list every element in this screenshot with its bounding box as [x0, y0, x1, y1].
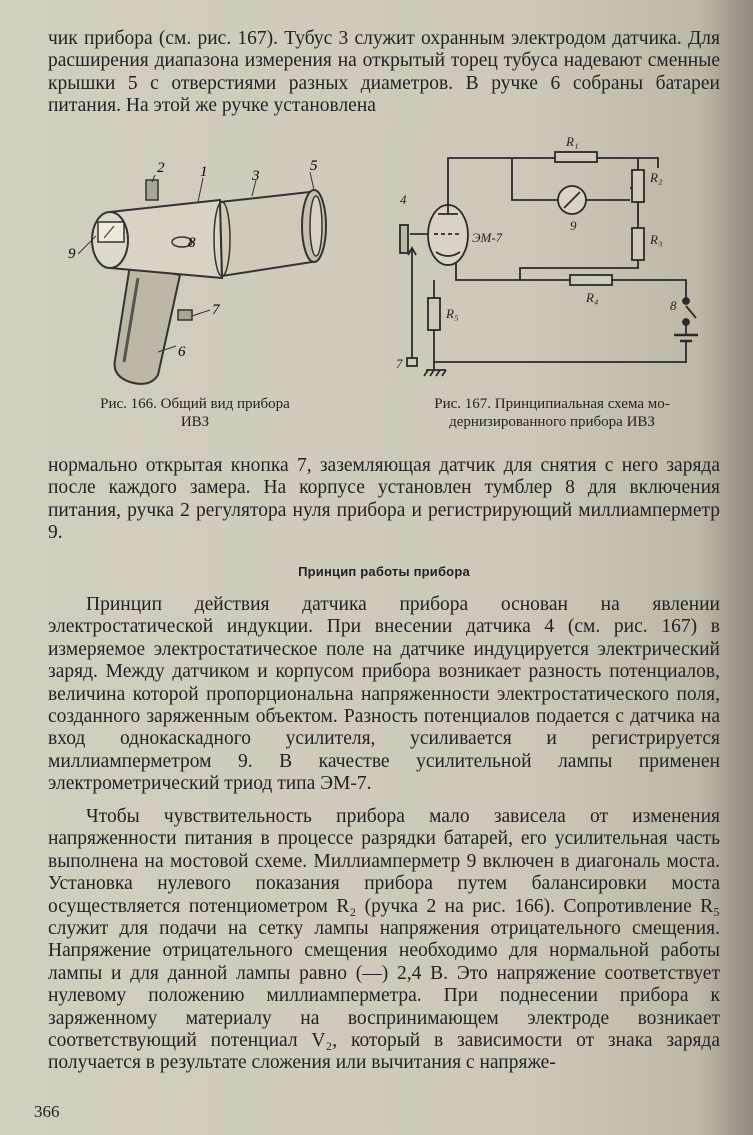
- label-1: 1: [200, 164, 208, 180]
- figure-167-caption-line2: дернизированного прибора ИВЗ: [449, 414, 655, 430]
- label-6: 6: [178, 344, 186, 360]
- label-r1: R₁: [566, 134, 579, 149]
- figure-166-caption-line2: ИВЗ: [180, 414, 210, 430]
- section-heading: Принцип работы прибора: [298, 564, 470, 579]
- paragraph-sensitivity: Чтобы чувствительность прибора мало зависела от изменения напряженности питания в процессе разрядки батарей, его усилительная часть выполнена на мостовой схеме. Миллиамперметр 9 включен в диагональ моста. Установка нулевого показания прибора путем балансировки моста осуществляется потенциометром R₂ (ручка 2 на рис. 166). Сопротивление R₅ служит для подачи на сетку лампы напряжения отрицательного смещения. Напряжение отрицательного смещения необходимо для нормальной работы лампы и для данной лампы равно (—) 2,4 В. Это напряжение соответствует нулевому положению миллиамперметра. При поднесении прибора к заряженному материалу на воспринимающем электроде возникает соответствующий потенциал V₂, который в зависимости от знака заряда получается в результате сложения или вычитания с напряже-: [48, 806, 720, 1074]
- page-number: 366: [34, 1102, 60, 1121]
- resistor-r1: [555, 152, 597, 162]
- label-r4: R₄: [586, 290, 599, 305]
- button-7: [178, 310, 192, 320]
- label-r2: R₂: [650, 170, 663, 185]
- handle-6: [115, 265, 180, 384]
- paragraph-after-figures: нормально открытая кнопка 7, заземляющая датчик для снятия с него заряда после каждого замера. На корпусе установлен тумблер 8 для включения питания, ручка 2 регулятора нуля прибора и регистрирующий миллиамперметр 9.: [48, 455, 720, 544]
- sensor-4: [400, 225, 408, 253]
- tube-3: [220, 192, 312, 276]
- label-9: 9: [570, 218, 577, 233]
- figure-166-caption: [50, 395, 340, 431]
- top-paragraph: чик прибора (см. рис. 167). Тубус 3 служит охранным электродом датчика. Для расширения диапазона измерения на открытый торец тубуса надевают сменные крышки 5 с отверстиями разных диаметров. В ручке 6 собраны батареи питания. На этой же ручке установлена: [48, 28, 720, 117]
- figure-167-circuit-schematic: [390, 130, 720, 385]
- label-7: 7: [212, 302, 220, 318]
- label-5: 5: [310, 158, 318, 174]
- button-7-symbol: [407, 358, 417, 366]
- figure-167-caption: [392, 395, 712, 431]
- figure-166-caption-line1: Рис. 166. Общий вид прибора: [100, 396, 290, 412]
- label-4: 4: [400, 192, 407, 207]
- figure-166-device-drawing: [60, 150, 360, 390]
- label-7: 7: [396, 356, 403, 371]
- paragraph-principle: Принцип действия датчика прибора основан на явлении электростатической индукции. При внесении датчика 4 (см. рис. 167) в измеряемое электростатическое поле на датчике индуцируется электрический заряд. Между датчиком и корпусом прибора возникает разность потенциалов, величина которой пропорциональна напряженности электростатического поля, созданного заряженным объектом. Разность потенциалов подается с датчика на вход однокаскадного усилителя, усиливается и регистрируется миллиамперметром 9. В качестве усилительной лампы применен электрометрический триод типа ЭМ-7.: [48, 594, 720, 795]
- label-8: 8: [188, 235, 196, 251]
- knob-2: [146, 180, 158, 200]
- resistor-r3: [632, 228, 644, 260]
- meter-9: [98, 222, 124, 242]
- label-r3: R₃: [650, 232, 663, 247]
- label-em7: ЭМ-7: [472, 230, 503, 245]
- label-r5: R₅: [446, 306, 459, 321]
- label-3: 3: [252, 168, 260, 184]
- label-8: 8: [670, 298, 677, 313]
- potentiometer-r2: [632, 170, 644, 202]
- resistor-r5: [428, 298, 440, 330]
- resistor-r4: [570, 275, 612, 285]
- figure-167-caption-line1: Рис. 167. Принципиальная схема мо-: [434, 396, 670, 412]
- label-9: 9: [68, 246, 76, 262]
- label-2: 2: [157, 160, 165, 176]
